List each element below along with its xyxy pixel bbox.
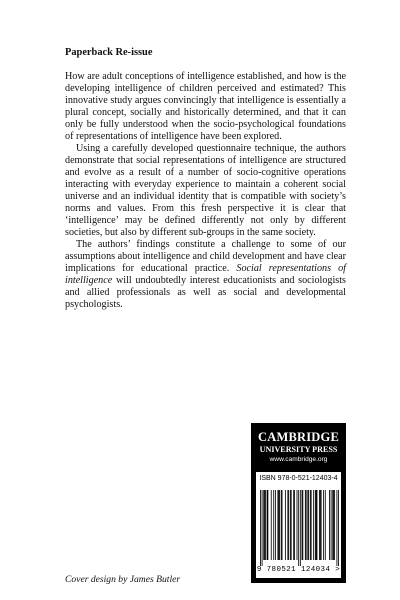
- barcode-bar: [305, 490, 306, 560]
- barcode-bar: [281, 490, 282, 560]
- barcode-bar: [333, 490, 334, 560]
- barcode-bar: [273, 490, 274, 560]
- barcode-bar: [265, 490, 266, 560]
- blurb-paragraph: Using a carefully developed questionnaire technique, the authors demonstrate that social representations of intelligence are structured and evolve as a result of a number of socio-cognitive operations interacting with everyday experience to maintain a coherent social universe and an individual identity that is compatible with society’s norms and values. From this fresh perspective it is clear that ‘intelligence’ may be defined differently not only by different societies, but also by different sub-groups in the same society.: [65, 143, 346, 239]
- barcode-bar: [278, 490, 279, 560]
- barcode-bar: [317, 490, 318, 560]
- barcode-bar: [285, 490, 286, 560]
- isbn-text: ISBN 978-0-521-12403-4: [259, 475, 338, 482]
- blurb-text: [65, 71, 346, 311]
- barcode-bar: [313, 490, 314, 560]
- publisher-block: [251, 423, 346, 583]
- barcode-bar: [263, 490, 264, 560]
- barcode-bar: [307, 490, 308, 560]
- barcode-bar: [293, 490, 294, 560]
- ean-digits: 9 780521 124034 >: [256, 566, 341, 574]
- barcode-bar: [334, 490, 335, 560]
- blurb-text-span: The authors’ findings constitute a challenge to some of our assumptions about intelligence and child development and have clear implications for educational practice.: [65, 239, 346, 275]
- barcode-bar: [302, 490, 303, 560]
- barcode-bar: [310, 490, 311, 560]
- publisher-url: www.cambridge.org: [269, 456, 328, 463]
- blurb-text-span: will undoubtedly interest educationists and sociologists and allied professionals as well as social and developmental psychologists.: [65, 275, 346, 311]
- barcode-bar: [260, 490, 261, 566]
- publisher-name: CAMBRIDGE: [258, 430, 339, 444]
- barcode-bar: [329, 490, 330, 560]
- barcode-bar: [279, 490, 280, 560]
- barcode-bar: [291, 490, 292, 560]
- book-title-italic: Social representations of intelligence: [65, 263, 346, 287]
- reissue-heading: Paperback Re-issue: [65, 47, 153, 58]
- barcode-bar: [332, 490, 333, 560]
- barcode-bar: [267, 490, 268, 560]
- blurb-paragraph: [65, 239, 346, 311]
- barcode-bar: [325, 490, 326, 560]
- barcode-bar: [308, 490, 309, 560]
- barcode-bar: [277, 490, 278, 560]
- barcode-bar: [320, 490, 321, 560]
- barcode-bar: [271, 490, 272, 560]
- barcode-bar: [288, 490, 289, 560]
- barcode-bar: [306, 490, 307, 560]
- barcode-bar: [297, 490, 298, 560]
- barcode-bar: [337, 490, 338, 566]
- cover-design-credit: Cover design by James Butler: [65, 574, 181, 585]
- barcode-bar: [298, 490, 299, 566]
- blurb-paragraph: How are adult conceptions of intelligence established, and how is the developing intelligence of children perceived and estimated? This innovative study argues convincingly that intelligence is essentially a plural concept, socially and historically determined, and that it can only be fully understood when the socio-psychological foundations of representations of intelligence have been explored.: [65, 71, 346, 143]
- barcode-bar: [331, 490, 332, 560]
- publisher-subtitle: UNIVERSITY PRESS: [259, 445, 338, 454]
- barcode-bar: [315, 490, 316, 560]
- barcode-bar: [275, 490, 276, 560]
- barcode-bar: [287, 490, 288, 560]
- barcode-bar: [290, 490, 291, 560]
- barcode-bar: [282, 490, 283, 560]
- barcode-bar: [267, 490, 268, 560]
- barcode-bar: [300, 490, 301, 566]
- barcode-area: [256, 472, 341, 578]
- barcode-bar: [338, 490, 339, 566]
- barcode-bar: [311, 490, 312, 560]
- barcode-bar: [316, 490, 317, 560]
- barcode-bar: [323, 490, 324, 560]
- barcode-bar: [321, 490, 322, 560]
- barcode-image: [260, 490, 339, 566]
- barcode-bar: [262, 490, 263, 566]
- barcode-bar: [319, 490, 320, 560]
- barcode-bar: [264, 490, 265, 560]
- barcode-bar: [302, 490, 303, 560]
- barcode-bar: [294, 490, 295, 560]
